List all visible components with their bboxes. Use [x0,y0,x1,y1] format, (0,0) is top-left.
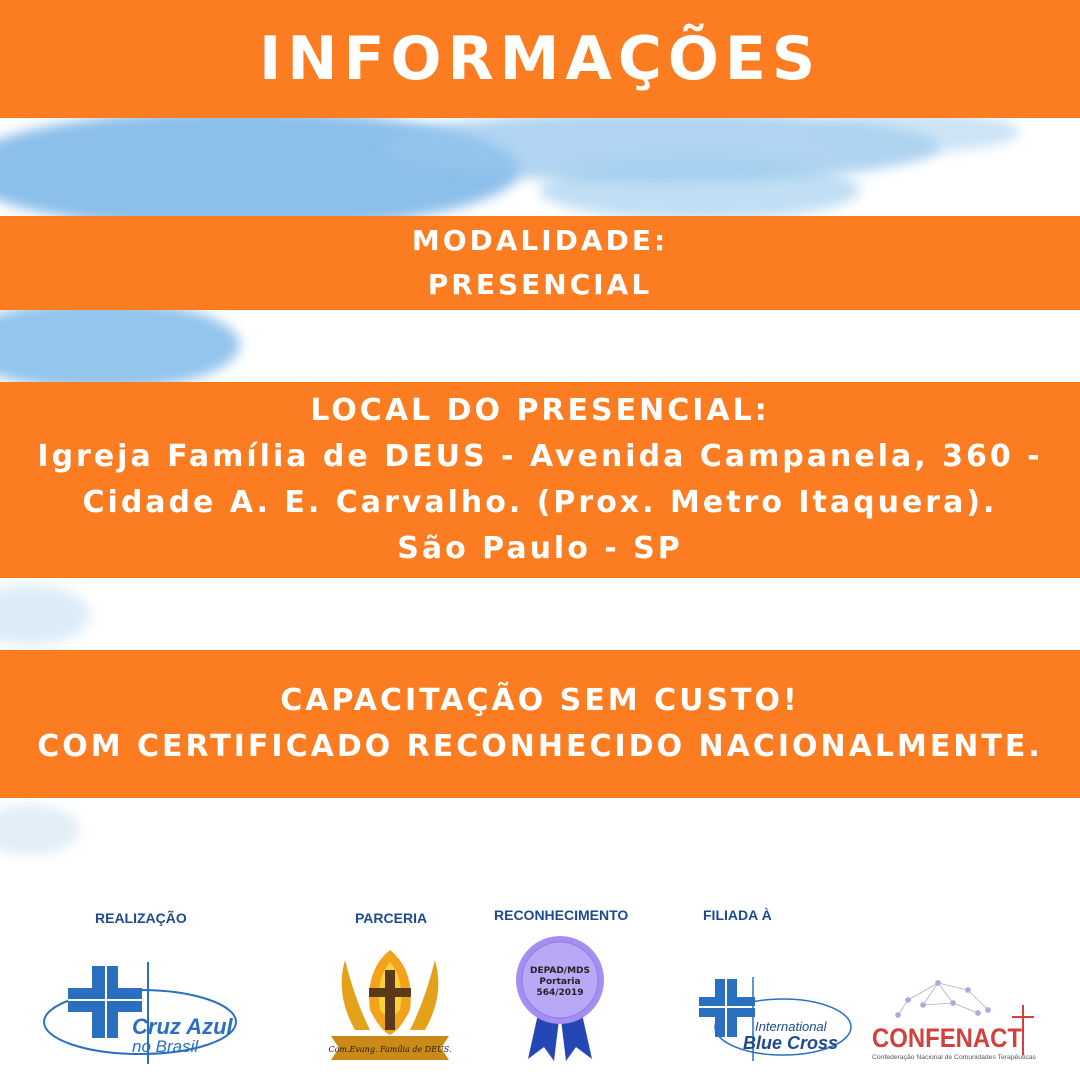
local-address-line-2: Cidade A. E. Carvalho. (Prox. Metro Itaquera). [82,485,998,520]
local-heading: LOCAL DO PRESENCIAL: [310,393,770,428]
modalidade-heading: MODALIDADE: [411,224,669,257]
modalidade-banner [0,216,1080,310]
blue-cross-text-2: Blue Cross [743,1033,839,1053]
cruz-azul-text-1: Cruz Azul [132,1014,233,1039]
blue-cross-logo [695,975,855,1065]
badge-line-1: DEPAD/MDS [529,966,591,976]
page-title: INFORMAÇÕES [258,24,822,94]
cruz-azul-logo [40,960,250,1070]
title-banner [0,0,1080,118]
local-banner [0,382,1080,578]
capacitacao-banner [0,650,1080,798]
confenact-name: CONFENACT [872,1023,1023,1053]
badge-line-2: Portaria [539,977,581,987]
parceria-banner-text: Com.Evang. Família de DEUS. [328,1045,452,1054]
recognition-badge [510,935,610,1065]
local-address-line-3: São Paulo - SP [397,531,683,566]
capacitacao-line-1: CAPACITAÇÃO SEM CUSTO! [280,683,800,718]
badge-line-3: 564/2019 [536,988,584,998]
label-reconhecimento: RECONHECIMENTO [494,907,629,923]
blue-cross-text-1: International [755,1019,827,1034]
local-address-line-1: Igreja Família de DEUS - Avenida Campanela, 360 - [37,439,1043,474]
label-parceria: PARCERIA [355,910,428,926]
network-globe-icon [896,981,991,1018]
parceria-logo [325,940,455,1065]
cruz-azul-text-2: no Brasil [132,1037,199,1056]
label-filiada: FILIADA À [703,907,772,923]
confenact-logo [868,975,1040,1065]
label-realizacao: REALIZAÇÃO [95,910,187,926]
modalidade-value: PRESENCIAL [427,268,653,301]
confenact-subtitle: Confederação Nacional de Comunidades Terapêuticas [872,1055,1036,1061]
capacitacao-line-2: COM CERTIFICADO RECONHECIDO NACIONALMENTE. [37,729,1043,764]
